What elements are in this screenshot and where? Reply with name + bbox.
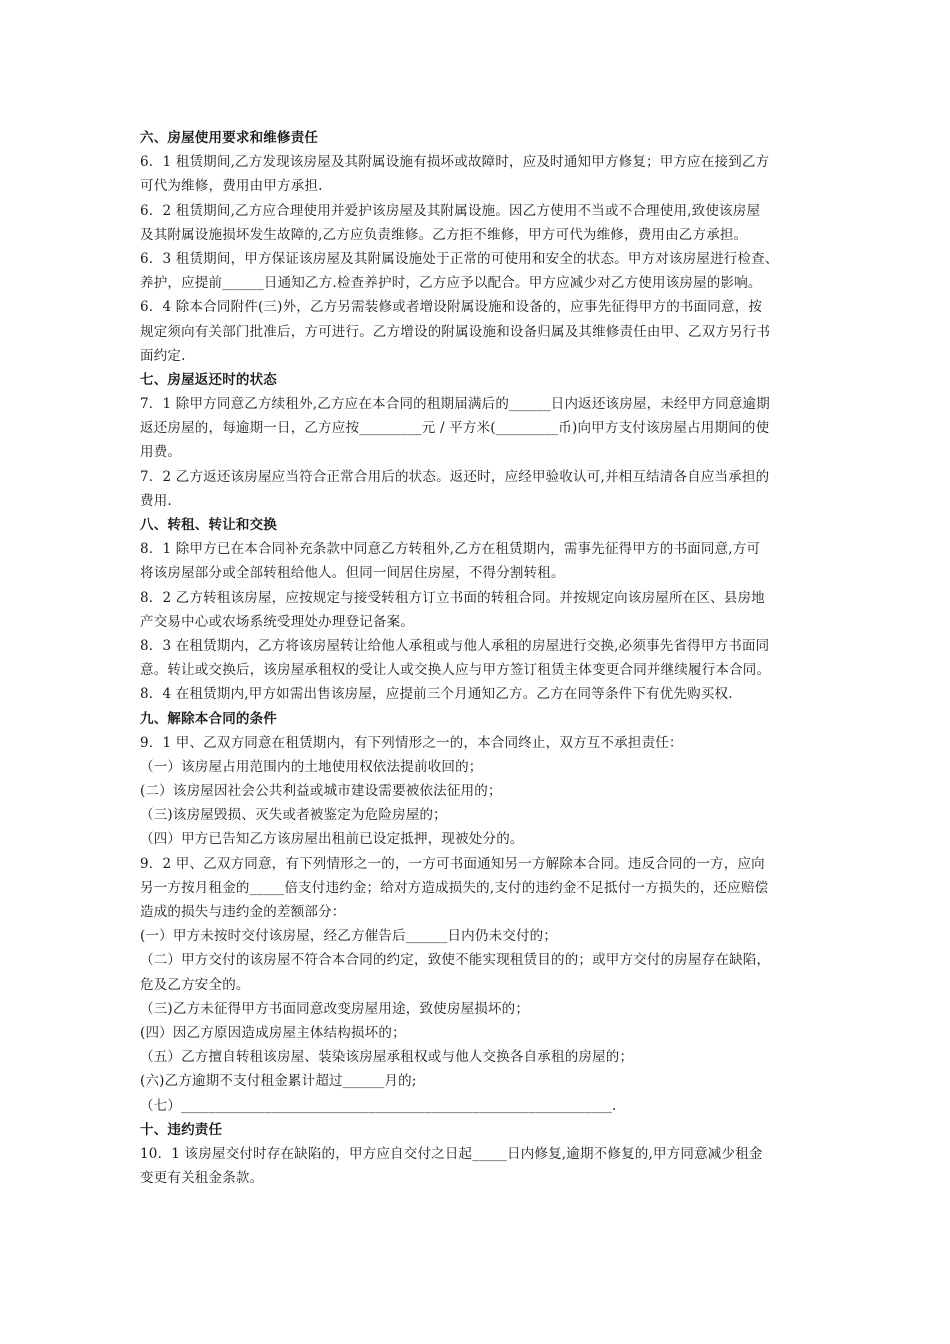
clause-line: （二）甲方交付的该房屋不符合本合同的约定，致使不能实现租赁目的的；或甲方交付的房屋存在缺陷， xyxy=(140,952,771,969)
clause-line: (一）甲方未按时交付该房屋，经乙方催告后______日内仍未交付的； xyxy=(140,928,558,945)
section-heading: 七、房屋返还时的状态 xyxy=(140,371,277,388)
clause-line: 危及乙方安全的。 xyxy=(140,976,250,993)
clause-line: 6．4 除本合同附件(三)外，乙方另需装修或者增设附属设施和设备的，应事先征得甲方的书面同意，按 xyxy=(140,299,763,316)
clause-line: (二）该房屋因社会公共利益或城市建设需要被依法征用的； xyxy=(140,783,502,800)
clause-line: （三)乙方未征得甲方书面同意改变房屋用途，致使房屋损坏的； xyxy=(140,1000,530,1017)
clause-line: （一）该房屋占用范围内的土地使用权依法提前收回的； xyxy=(140,758,483,775)
section-heading: 九、解除本合同的条件 xyxy=(140,710,277,727)
clause-line: 产交易中心或农场系统受理处办理登记备案。 xyxy=(140,613,414,630)
clause-line: 意。转让或交换后，该房屋承租权的受让人或交换人应与甲方签订租赁主体变更合同并继续履行本合同。 xyxy=(140,662,771,679)
clause-line: （五）乙方擅自转租该房屋、装染该房屋承租权或与他人交换各自承租的房屋的； xyxy=(140,1049,634,1066)
clause-line: 养护，应提前______日通知乙方.检查养护时，乙方应予以配合。甲方应减少对乙方使用该房屋的影响。 xyxy=(140,275,762,292)
clause-line: 另一方按月租金的_____倍支付违约金；给对方造成损失的,支付的违约金不足抵付一方损失的，还应赔偿 xyxy=(140,879,769,896)
clause-line: 可代为维修，费用由甲方承担. xyxy=(140,178,323,195)
clause-line: 6．3 租赁期间，甲方保证该房屋及其附属设施处于正常的可使用和安全的状态。甲方对该房屋进行检查、 xyxy=(140,250,779,267)
clause-line: 用费。 xyxy=(140,444,182,461)
clause-line: （四）甲方已告知乙方该房屋出租前已设定抵押，现被处分的。 xyxy=(140,831,524,848)
clause-line: (四）因乙方原因造成房屋主体结构损坏的； xyxy=(140,1024,406,1041)
clause-line: (六)乙方逾期不支付租金累计超过______月的; xyxy=(140,1073,417,1090)
clause-line: （七）______________________________________________________________. xyxy=(140,1097,617,1114)
clause-line: 9．2 甲、乙双方同意，有下列情形之一的，一方可书面通知另一方解除本合同。违反合同的一方，应向 xyxy=(140,855,765,872)
clause-line: 将该房屋部分或全部转租给他人。但同一间居住房屋，不得分割转租。 xyxy=(140,565,565,582)
clause-line: 7．1 除甲方同意乙方续租外,乙方应在本合同的租期届满后的______日内返还该房屋，未经甲方同意逾期 xyxy=(140,396,770,413)
section-heading: 十、违约责任 xyxy=(140,1121,223,1138)
clause-line: 8．1 除甲方已在本合同补充条款中同意乙方转租外,乙方在租赁期内，需事先征得甲方的书面同意,方可 xyxy=(140,541,761,558)
clause-line: 及其附属设施损坏发生故障的,乙方应负责维修。乙方拒不维修，甲方可代为维修，费用由乙方承担。 xyxy=(140,226,748,243)
section-heading: 八、转租、转让和交换 xyxy=(140,517,277,533)
clause-line: 9．1 甲、乙双方同意在租赁期内，有下列情形之一的，本合同终止，双方互不承担责任： xyxy=(140,734,683,751)
clause-line: 8．2 乙方转租该房屋，应按规定与接受转租方订立书面的转租合同。并按规定向该房屋所在区、县房地 xyxy=(140,589,765,606)
clause-line: 费用. xyxy=(140,492,172,509)
clause-line: 8．3 在租赁期内，乙方将该房屋转让给他人承租或与他人承租的房屋进行交换,必须事先省得甲方书面同 xyxy=(140,637,770,654)
clause-line: 规定须向有关部门批准后，方可进行。乙方增设的附属设施和设备归属及其维修责任由甲、乙双方另行书 xyxy=(140,323,771,340)
clause-line: 7．2 乙方返还该房屋应当符合正常合用后的状态。返还时，应经甲验收认可,并相互结清各自应当承担的 xyxy=(140,468,770,485)
clause-line: 6．1 租赁期间,乙方发现该房屋及其附属设施有损坏或故障时，应及时通知甲方修复；甲方应在接到乙方 xyxy=(140,154,770,171)
clause-line: （三)该房屋毁损、灭失或者被鉴定为危险房屋的； xyxy=(140,807,447,824)
document-body xyxy=(140,126,812,1190)
clause-line: 8．4 在租赁期内,甲方如需出售该房屋，应提前三个月通知乙方。乙方在同等条件下有优先购买权. xyxy=(140,686,733,703)
clause-line: 造成的损失与违约金的差额部分： xyxy=(140,904,346,920)
clause-line: 返还房屋的，每逾期一日，乙方应按_________元 / 平方米(_________币)向甲方支付该房屋占用期间的使 xyxy=(140,420,770,437)
section-heading: 六、房屋使用要求和维修责任 xyxy=(140,130,319,146)
clause-line: 10．1 该房屋交付时存在缺陷的，甲方应自交付之日起_____日内修复,逾期不修复的,甲方同意减少租金 xyxy=(140,1145,763,1162)
clause-line: 面约定. xyxy=(140,347,186,364)
clause-line: 6．2 租赁期间,乙方应合理使用并爱护该房屋及其附属设施。因乙方使用不当或不合理使用,致使该房屋 xyxy=(140,202,761,219)
clause-line: 变更有关租金条款。 xyxy=(140,1170,264,1187)
